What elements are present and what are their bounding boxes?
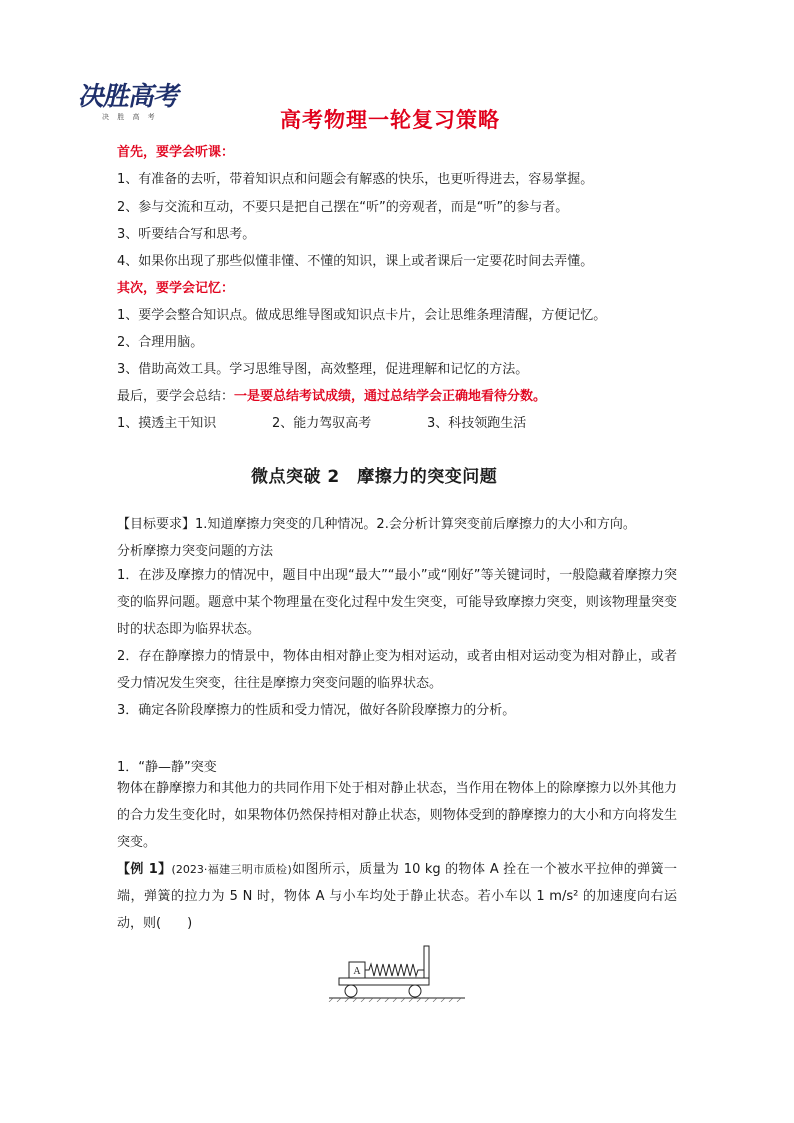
first-heading: 首先，要学会听课： bbox=[117, 145, 235, 160]
spring bbox=[365, 964, 424, 976]
page-title: 高考物理一轮复习策略 bbox=[280, 108, 500, 132]
second-item-2: 2、合理用脑。 bbox=[117, 335, 204, 350]
last-prefix: 最后，要学会总结： bbox=[117, 389, 235, 404]
method-heading: 分析摩擦力突变问题的方法 bbox=[117, 544, 274, 559]
cart-body bbox=[339, 978, 429, 985]
wheel-left bbox=[345, 985, 357, 997]
logo-subtitle: 决 胜 高 考 bbox=[102, 113, 158, 121]
logo bbox=[78, 76, 198, 136]
goal-line bbox=[117, 513, 636, 532]
second-item-3: 3、借助高效工具。学习思维导图，高效整理，促进理解和记忆的方法。 bbox=[117, 362, 529, 377]
cart-post bbox=[424, 946, 429, 978]
tips-row bbox=[117, 412, 526, 431]
tip-1: 1、摸透主干知识 bbox=[117, 416, 217, 431]
section-title: 微点突破 2 摩擦力的突变问题 bbox=[251, 467, 498, 487]
example-text: 如图所示，质量为 10 kg 的物体 A 拴在一个被水平拉伸的弹簧一端，弹簧的拉力为 5 N 时，物体 A 与小车均处于静止状态。若小车以 1 m/s² 的加速度向右运动，则( ) bbox=[117, 862, 677, 931]
second-heading: 其次，要学会记忆： bbox=[117, 281, 235, 296]
case-text: 物体在静摩擦力和其他力的共同作用下处于相对静止状态，当作用在物体上的除摩擦力以外其他力的合力发生变化时，如果物体仍然保持相对静止状态，则物体受到的静摩擦力的大小和方向将发生突变。 bbox=[117, 781, 677, 850]
ground-hatching bbox=[329, 998, 461, 1002]
first-item-1: 1、有准备的去听，带着知识点和问题会有解惑的快乐，也更听得进去，容易掌握。 bbox=[117, 172, 594, 187]
cart-spring-figure bbox=[325, 940, 471, 1002]
goal-tag: 【目标要求】 bbox=[117, 517, 196, 532]
case-heading: 1．“静—静”突变 bbox=[117, 760, 217, 775]
first-item-4: 4、如果你出现了那些似懂非懂、不懂的知识，课上或者课后一定要花时间去弄懂。 bbox=[117, 254, 594, 269]
block-a-label: A bbox=[353, 966, 361, 977]
logo-text: 决胜高考 bbox=[76, 82, 183, 112]
second-item-1: 1、要学会整合知识点。做成思维导图或知识点卡片，会让思维条理清醒，方便记忆。 bbox=[117, 308, 607, 323]
goal-text: 1.知道摩擦力突变的几种情况。2.会分析计算突变前后摩擦力的大小和方向。 bbox=[195, 517, 636, 532]
example-source: (2023·福建三明市质检) bbox=[171, 863, 292, 876]
method-2: 2．存在静摩擦力的情景中，物体由相对静止变为相对运动，或者由相对运动变为相对静止，或者受力情况发生突变，往往是摩擦力突变问题的临界状态。 bbox=[117, 649, 677, 691]
method-3: 3．确定各阶段摩擦力的性质和受力情况，做好各阶段摩擦力的分析。 bbox=[117, 703, 516, 718]
example bbox=[117, 856, 677, 937]
method-1: 1．在涉及摩擦力的情况中，题目中出现“最大”“最小”或“刚好”等关键词时，一般隐藏着摩擦力突变的临界问题。题意中某个物理量在变化过程中发生突变，可能导致摩擦力突变，则该物理量突变时的状态即为临界状态。 bbox=[117, 568, 677, 637]
last-line bbox=[117, 385, 546, 404]
first-item-2: 2、参与交流和互动，不要只是把自己摆在“听”的旁观者，而是“听”的参与者。 bbox=[117, 200, 569, 215]
example-tag: 【例 1】 bbox=[117, 862, 172, 877]
first-item-3: 3、听要结合写和思考。 bbox=[117, 227, 256, 242]
tip-2: 2、能力驾驭高考 bbox=[272, 416, 372, 431]
wheel-right bbox=[409, 985, 421, 997]
tip-3: 3、科技领跑生活 bbox=[427, 416, 527, 431]
last-red-text: 一是要总结考试成绩，通过总结学会正确地看待分数。 bbox=[234, 389, 547, 404]
